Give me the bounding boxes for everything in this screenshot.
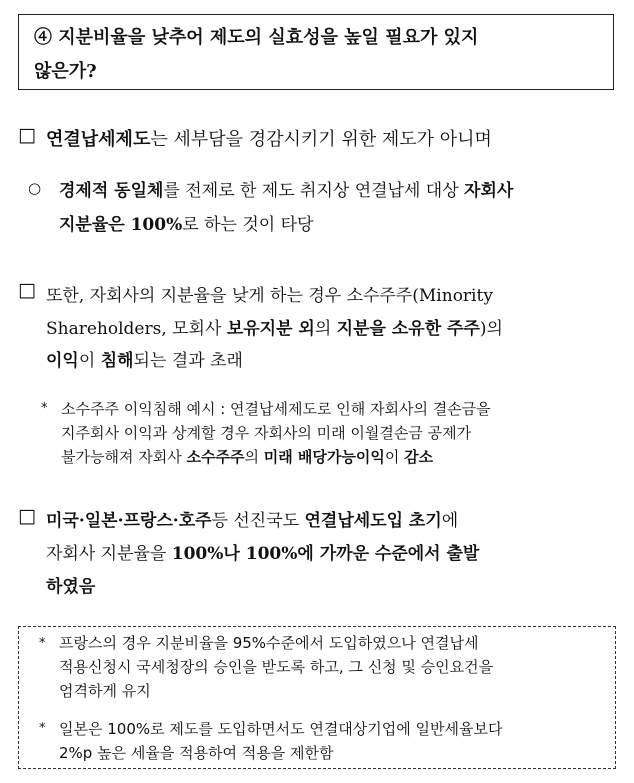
p3-bold-4: 침해 bbox=[100, 351, 134, 371]
n1-bold-3: 감소 bbox=[404, 448, 434, 466]
p3-text-2: 의 bbox=[314, 319, 337, 339]
paragraph-2-line-1 bbox=[59, 176, 513, 201]
p4-text-3: 자회사 지분율을 bbox=[46, 544, 172, 564]
question-line-2: 않은가? bbox=[34, 61, 97, 82]
p4-bold-4: 하였음 bbox=[46, 577, 96, 597]
square-bullet: □ bbox=[18, 279, 36, 301]
n1-text-2: 의 bbox=[244, 448, 264, 466]
note-2-line-3: 엄격하게 유지 bbox=[59, 682, 151, 700]
p4-bold-3: 100%나 100%에 가까운 수준에서 출발 bbox=[171, 544, 480, 564]
note-2-line-1: 프랑스의 경우 지분비율을 95%수준에서 도입하였으나 연결납세 bbox=[59, 634, 479, 652]
note-2-line-2: 적용신청시 국세청장의 승인을 받도록 하고, 그 신청 및 승인요건을 bbox=[59, 658, 494, 676]
p3-text-1: Shareholders, 모회사 bbox=[46, 319, 227, 339]
n1-text-3: 이 bbox=[384, 448, 405, 466]
p4-text-2: 에 bbox=[441, 511, 459, 531]
p2-bold-3: 지분율은 100% bbox=[59, 215, 183, 235]
note-1-line-3 bbox=[61, 446, 433, 467]
asterisk-bullet: * bbox=[41, 401, 48, 416]
asterisk-bullet: * bbox=[39, 636, 46, 651]
paragraph-4-line-2 bbox=[46, 539, 479, 564]
note-1-line-1: 소수주주 이익침해 예시 : 연결납세제도로 인해 자회사의 결손금을 bbox=[61, 400, 491, 418]
p4-text-1: 등 선진국도 bbox=[211, 511, 305, 531]
paragraph-3-line-2 bbox=[46, 314, 503, 339]
question-box bbox=[18, 14, 614, 90]
p1-bold: 연결납세제도 bbox=[46, 129, 151, 150]
p4-bold-2: 연결납세도입 초기 bbox=[304, 511, 442, 531]
p4-bold-1: 미국·일본·프랑스·호주 bbox=[46, 511, 212, 531]
question-line-1: ④ 지분비율을 낮추어 제도의 실효성을 높일 필요가 있지 bbox=[34, 27, 479, 48]
asterisk-bullet: * bbox=[39, 721, 46, 736]
p3-text-4: 이 bbox=[78, 351, 101, 371]
n1-bold-1: 소수주주 bbox=[186, 448, 245, 466]
note-1-line-2: 지주회사 이익과 상계할 경우 자회사의 미래 이월결손금 공제가 bbox=[61, 424, 472, 442]
p3-text-5: 되는 결과 초래 bbox=[133, 351, 243, 371]
paragraph-4-line-3 bbox=[46, 572, 95, 597]
p1-text: 는 세부담을 경감시키기 위한 제도가 아니며 bbox=[150, 129, 492, 150]
note-3-line-1: 일본은 100%로 제도를 도입하면서도 연결대상기업에 일반세율보다 bbox=[59, 720, 503, 738]
paragraph-4-line-1 bbox=[46, 506, 458, 531]
n1-text-1: 불가능해져 자회사 bbox=[61, 448, 187, 466]
p3-bold-3: 이익 bbox=[46, 351, 79, 371]
p3-bold-2: 지분을 소유한 주주 bbox=[336, 319, 480, 339]
p3-bold-1: 보유지분 외 bbox=[226, 319, 315, 339]
square-bullet: □ bbox=[18, 505, 36, 527]
paragraph-2-line-2 bbox=[59, 210, 313, 235]
p2-bold-2: 자회사 bbox=[464, 181, 514, 201]
p2-bold-1: 경제적 동일체 bbox=[59, 181, 164, 201]
note-3-line-2: 2%p 높은 세율을 적용하여 적용을 제한함 bbox=[59, 744, 334, 762]
paragraph-1 bbox=[46, 125, 492, 151]
square-bullet: □ bbox=[18, 124, 36, 146]
circle-bullet: ○ bbox=[28, 179, 42, 197]
paragraph-3-line-3 bbox=[46, 346, 243, 371]
p2-text-1: 를 전제로 한 제도 취지상 연결납세 대상 bbox=[163, 181, 465, 201]
p3-text-3: )의 bbox=[479, 319, 503, 339]
p2-text-2: 로 하는 것이 타당 bbox=[182, 215, 314, 235]
paragraph-3-line-1: 또한, 자회사의 지분율을 낮게 하는 경우 소수주주(Minority bbox=[46, 286, 493, 306]
n1-bold-2: 미래 배당가능이익 bbox=[263, 448, 385, 466]
